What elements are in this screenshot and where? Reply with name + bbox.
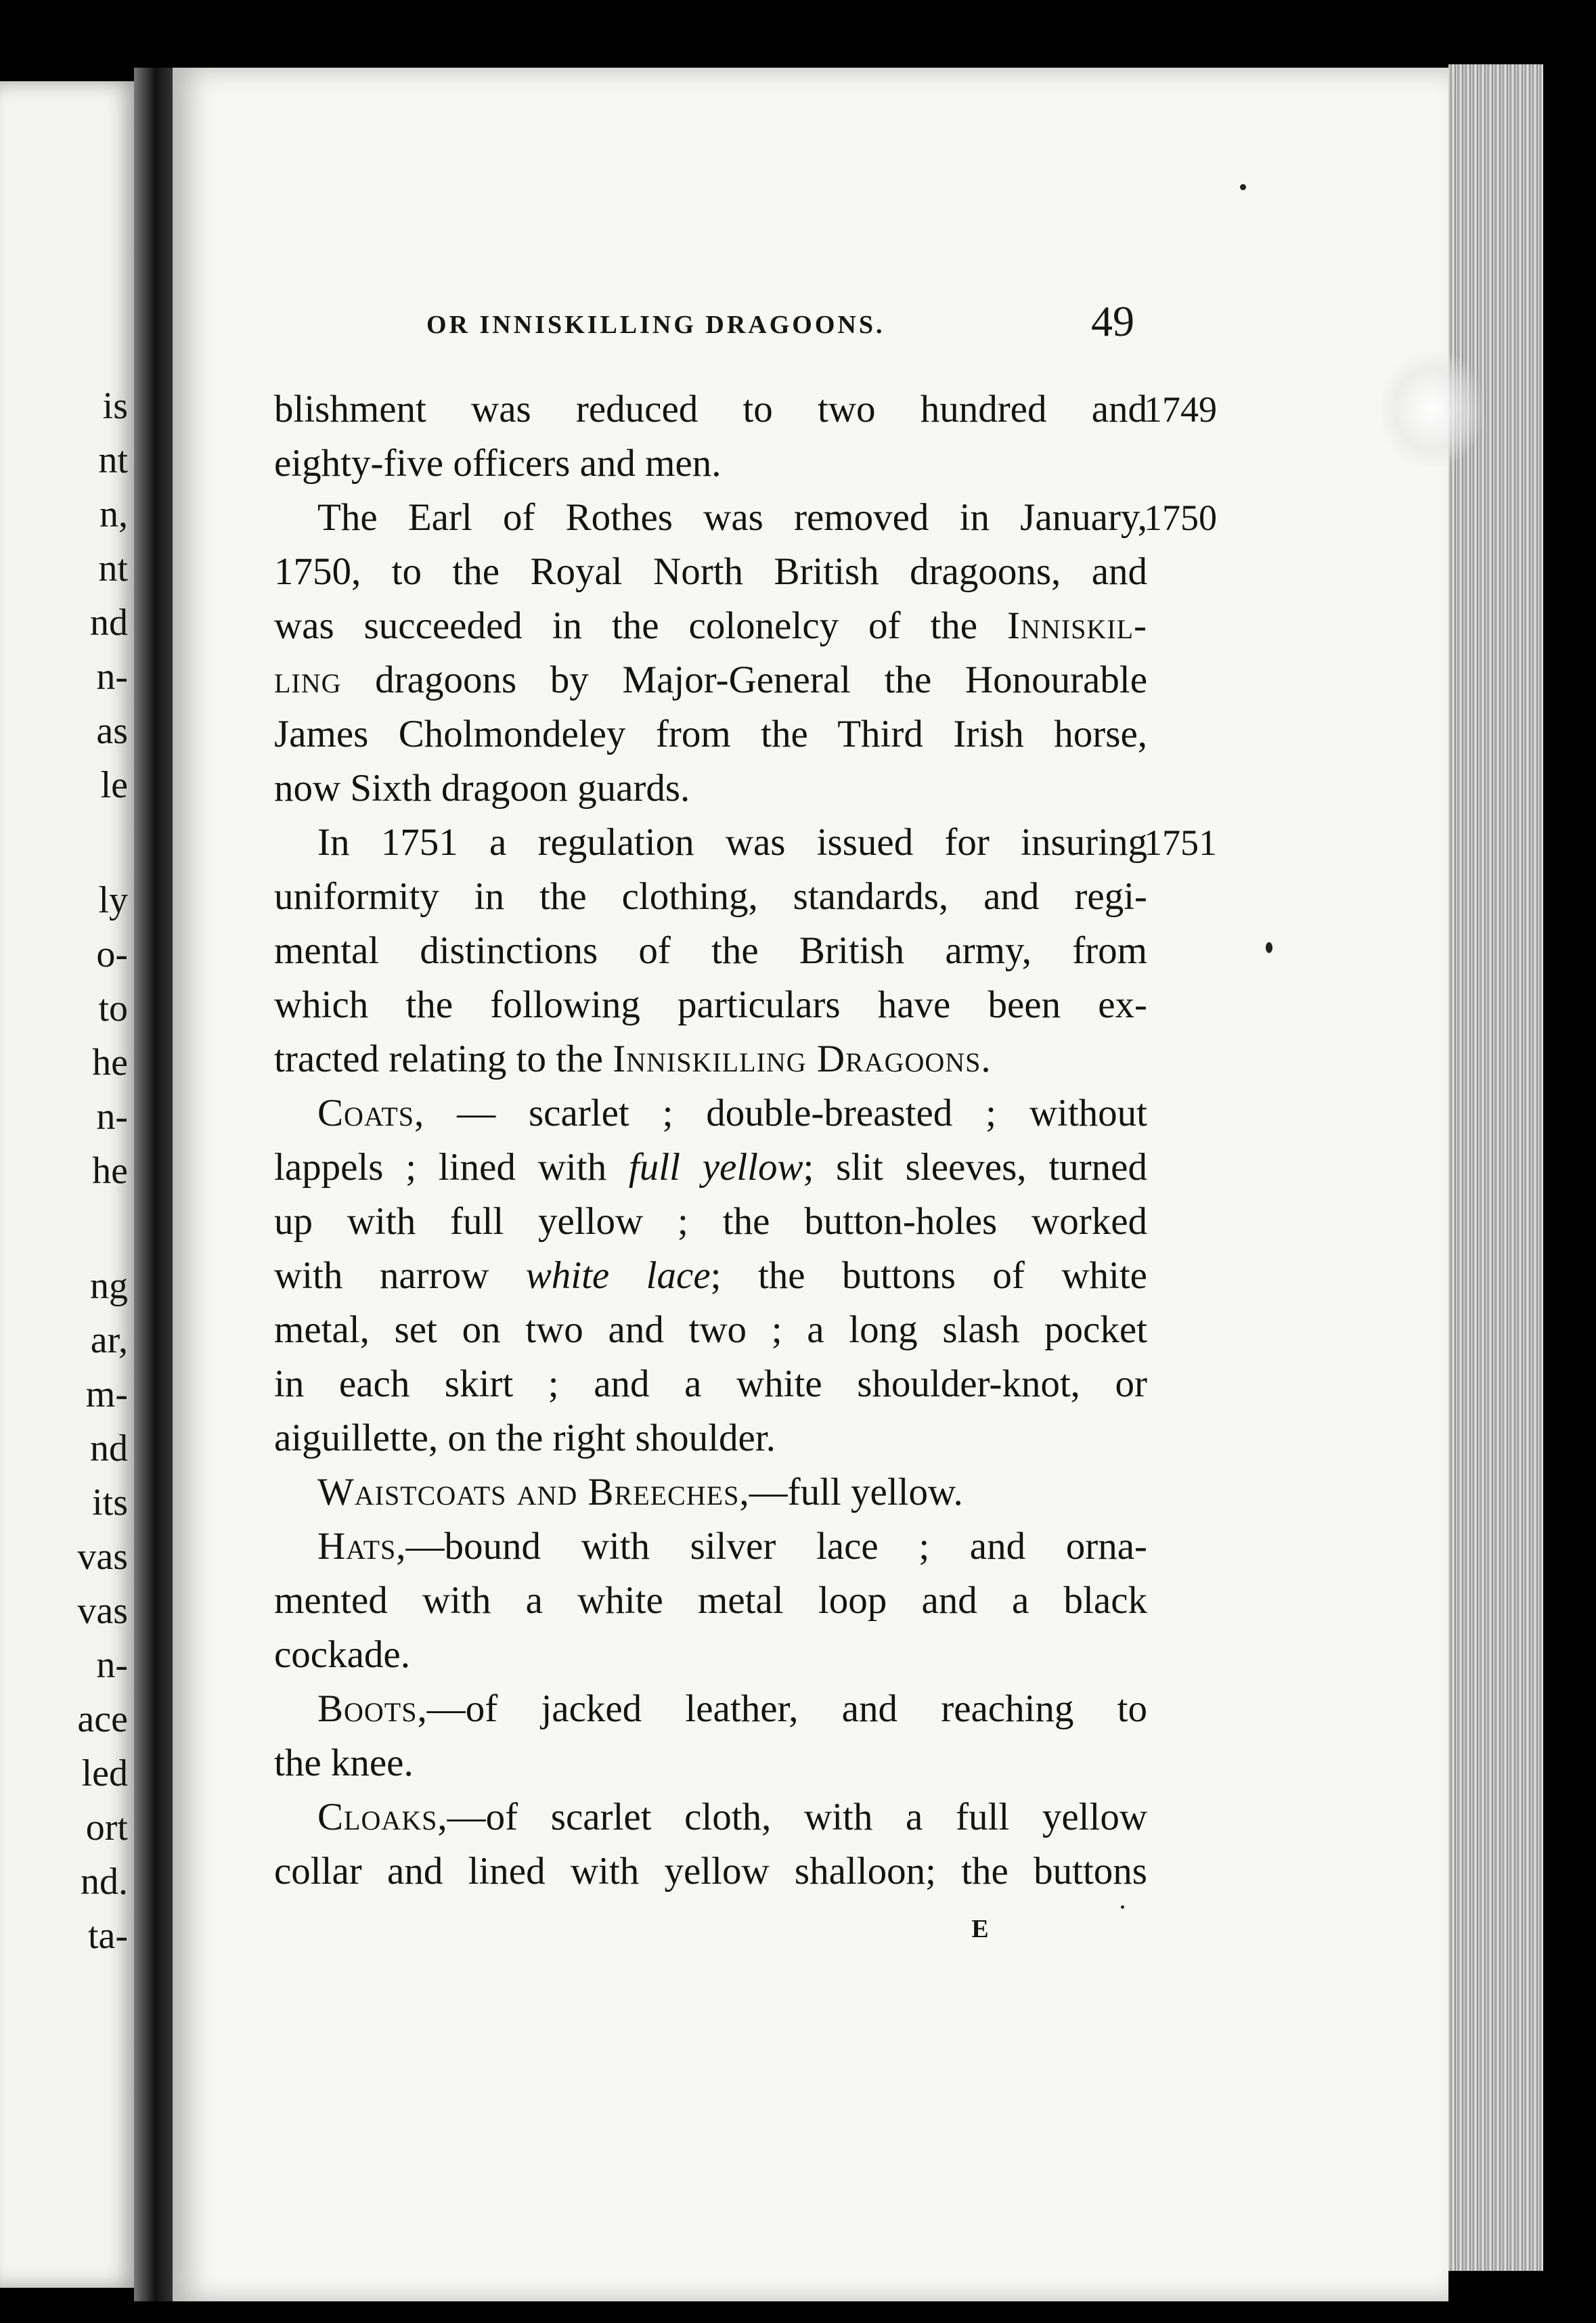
left-page-line-fragment: ort [85, 1807, 128, 1849]
text-run: ; slit sleeves, turned [803, 1146, 1147, 1189]
left-page-line-fragment: ar, [90, 1319, 128, 1361]
left-page-line-fragment: ta- [87, 1915, 128, 1957]
ink-speck [1240, 184, 1246, 190]
text-run: tracted relating to the [274, 1038, 613, 1080]
text-line [274, 1628, 1147, 1682]
text-run: In 1751 a regulation was issued for insuring [317, 821, 1147, 864]
left-page-line-fragment: he [92, 1150, 128, 1192]
text-run: . [981, 1038, 991, 1080]
text-line [274, 1465, 1147, 1520]
text-run: mented with a white metal loop and a black [274, 1579, 1147, 1622]
text-run: ,—full yellow. [739, 1471, 963, 1513]
left-page-line-fragment: nd [90, 602, 128, 644]
left-page-line-fragment: nt [98, 439, 128, 481]
text-line [274, 1844, 1147, 1899]
left-page-line-fragment: its [92, 1482, 128, 1524]
text-run: the knee. [274, 1742, 414, 1784]
small-caps-run: Inniskil- [1007, 604, 1147, 647]
left-page-line-fragment: le [100, 764, 128, 806]
text-line [274, 545, 1147, 599]
small-caps-run: Hats [317, 1525, 397, 1568]
body-text [274, 382, 1147, 1939]
text-run: now Sixth dragoon guards. [274, 767, 690, 810]
ink-speck [1121, 1905, 1124, 1909]
text-run: in each skirt ; and a white shoulder-knot, or [274, 1363, 1147, 1405]
text-run: uniformity in the clothing, standards, and regi- [274, 875, 1147, 918]
text-line [274, 924, 1147, 978]
left-page-line-fragment: nt [98, 548, 128, 590]
left-page-line-fragment [0, 812, 139, 866]
text-run: dragoons by Major-General the Honourable [341, 659, 1147, 701]
text-line [274, 1086, 1147, 1141]
left-page-line-fragment: o- [96, 933, 128, 975]
text-line [274, 437, 1147, 491]
left-page-line-fragment: m- [85, 1373, 128, 1415]
text-run: ,—of scarlet cloth, with a full yellow [437, 1796, 1147, 1838]
left-page-line-fragment: nd. [81, 1861, 128, 1903]
text-run: with narrow [274, 1254, 526, 1297]
text-run: lappels ; lined with [274, 1146, 629, 1189]
ink-speck [1266, 942, 1272, 953]
left-page-line-fragment: vas [77, 1590, 128, 1632]
text-line [274, 1249, 1147, 1303]
margin-year: 1751 [1144, 822, 1217, 863]
left-page-line-fragment [0, 1198, 139, 1252]
text-line [274, 1790, 1147, 1844]
text-line [274, 1195, 1147, 1249]
text-line [274, 1141, 1147, 1195]
left-page-line-fragment: vas [77, 1536, 128, 1578]
text-line [274, 599, 1147, 653]
left-page-line-fragment: n- [96, 656, 128, 698]
left-page-line-fragment: nd [90, 1428, 128, 1469]
text-run: The Earl of Rothes was removed in January, [317, 496, 1147, 539]
text-line [274, 491, 1147, 545]
left-page-line-fragment: n- [96, 1096, 128, 1138]
left-page-line-fragment: as [96, 710, 128, 752]
text-line [274, 1682, 1147, 1736]
text-run: was succeeded in the colonelcy of the [274, 604, 1008, 647]
text-run: which the following particulars have been ex- [274, 983, 1147, 1026]
text-line [274, 1357, 1147, 1411]
small-caps-run: Waistcoats and Breeches [317, 1471, 740, 1513]
left-page-line-fragment: ace [77, 1698, 128, 1740]
paper-blemish [1381, 352, 1482, 467]
text-run: ,—of jacked leather, and reaching to [417, 1687, 1147, 1730]
small-caps-run: ling [274, 659, 342, 701]
left-page-line-fragment: led [81, 1752, 128, 1794]
text-run: up with full yellow ; the button-holes worked [274, 1200, 1147, 1243]
text-line [274, 870, 1147, 924]
text-line [274, 1411, 1147, 1465]
text-line [274, 1736, 1147, 1790]
text-line [274, 1032, 1147, 1086]
page-number: 49 [1091, 297, 1134, 345]
text-run: aiguillette, on the right shoulder. [274, 1417, 776, 1459]
small-caps-run: Cloaks [317, 1796, 438, 1838]
text-line [274, 761, 1147, 816]
text-run: collar and lined with yellow shalloon; the buttons [274, 1850, 1147, 1893]
text-line [274, 1303, 1147, 1357]
text-run: blishment was reduced to two hundred and [274, 388, 1147, 430]
small-caps-run: Inniskilling Dragoons [613, 1038, 981, 1080]
text-line [274, 1574, 1147, 1628]
text-run: James Cholmondeley from the Third Irish horse, [274, 713, 1147, 755]
text-run: , — scarlet ; double-breasted ; without [414, 1092, 1147, 1134]
text-run: ,—bound with silver lace ; and orna- [396, 1525, 1147, 1568]
small-caps-run: Boots [317, 1687, 418, 1730]
text-line [274, 382, 1147, 437]
left-facing-page [0, 81, 139, 2288]
italic-run: white lace [525, 1254, 711, 1297]
text-line [274, 653, 1147, 707]
text-run: metal, set on two and two ; a long slash pocket [274, 1308, 1147, 1351]
left-page-line-fragment: he [92, 1042, 128, 1084]
text-line [274, 978, 1147, 1032]
text-line [274, 707, 1147, 761]
signature-mark: E [971, 1915, 989, 1943]
text-run: eighty-five officers and men. [274, 442, 722, 485]
text-run: ; the buttons of white [710, 1254, 1147, 1297]
margin-year: 1750 [1144, 497, 1217, 538]
text-line [274, 1520, 1147, 1574]
text-run: mental distinctions of the British army, from [274, 929, 1147, 972]
left-page-line-fragment: n- [96, 1644, 128, 1686]
running-head: OR INNISKILLING DRAGOONS. [426, 311, 885, 339]
margin-year: 1749 [1144, 389, 1217, 430]
text-run: cockade. [274, 1633, 410, 1676]
left-page-line-fragment: n, [99, 493, 128, 535]
text-run: 1750, to the Royal North British dragoons, and [274, 550, 1147, 593]
text-line [274, 816, 1147, 870]
small-caps-run: Coats [317, 1092, 415, 1134]
left-page-line-fragment: is [102, 385, 128, 427]
italic-run: full yellow [628, 1146, 803, 1189]
left-page-line-fragment: ng [90, 1265, 128, 1307]
left-page-line-fragment: to [98, 988, 128, 1030]
left-page-line-fragment: ly [98, 879, 128, 921]
